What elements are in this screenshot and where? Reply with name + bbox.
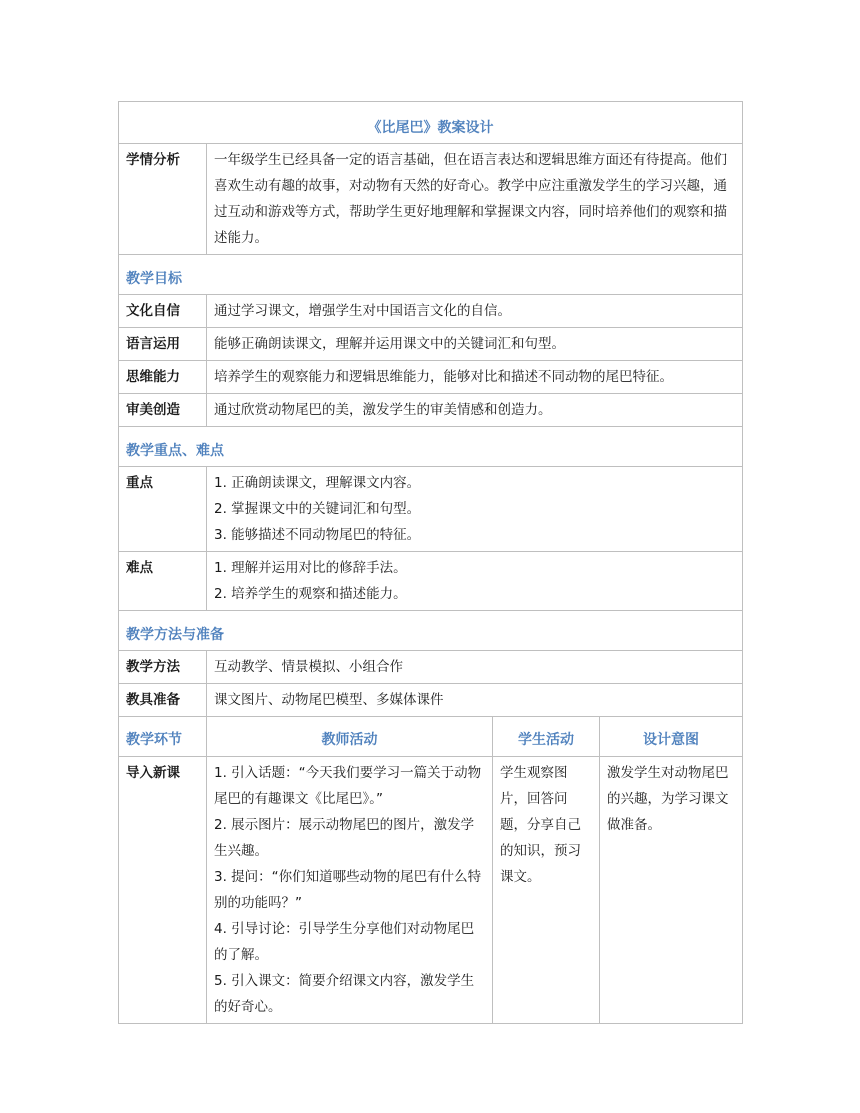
goal-label: 文化自信	[119, 295, 207, 328]
goal-label: 语言运用	[119, 328, 207, 361]
process-stage: 导入新课	[119, 757, 207, 1024]
focus-item: 1. 正确朗读课文，理解课文内容。	[214, 475, 421, 491]
tools-label: 教具准备	[119, 684, 207, 717]
lesson-plan-document	[118, 101, 742, 1024]
teacher-activity-item: 5. 引入课文：简要介绍课文内容，激发学生的好奇心。	[214, 973, 475, 1015]
goal-label: 审美创造	[119, 394, 207, 427]
goals-heading-row	[119, 255, 743, 295]
process-header-student: 学生活动	[493, 717, 600, 757]
difficulty-label: 难点	[119, 552, 207, 611]
goals-heading: 教学目标	[119, 255, 743, 295]
focus-list	[207, 467, 743, 552]
key-points-heading-row	[119, 427, 743, 467]
goal-text: 通过欣赏动物尾巴的美，激发学生的审美情感和创造力。	[207, 394, 743, 427]
teacher-activity-item: 4. 引导讨论：引导学生分享他们对动物尾巴的了解。	[214, 921, 475, 963]
goal-row	[119, 328, 743, 361]
teacher-activity-item: 3. 提问：“你们知道哪些动物的尾巴有什么特别的功能吗？”	[214, 869, 482, 911]
goal-row	[119, 361, 743, 394]
process-header-intent: 设计意图	[600, 717, 743, 757]
difficulty-list	[207, 552, 743, 611]
goal-text: 通过学习课文，增强学生对中国语言文化的自信。	[207, 295, 743, 328]
focus-item: 2. 掌握课文中的关键词汇和句型。	[214, 501, 421, 517]
learning-analysis-row	[119, 144, 743, 255]
title-row	[119, 102, 743, 144]
goal-text: 培养学生的观察能力和逻辑思维能力，能够对比和描述不同动物的尾巴特征。	[207, 361, 743, 394]
method-text: 互动教学、情景模拟、小组合作	[207, 651, 743, 684]
difficulty-item: 2. 培养学生的观察和描述能力。	[214, 586, 407, 602]
methods-heading-row	[119, 611, 743, 651]
process-header-teacher: 教师活动	[207, 717, 493, 757]
lesson-plan-table	[118, 101, 743, 1024]
focus-row	[119, 467, 743, 552]
difficulty-item: 1. 理解并运用对比的修辞手法。	[214, 560, 407, 576]
teacher-activity-item: 1. 引入话题：“今天我们要学习一篇关于动物尾巴的有趣课文《比尾巴》。”	[214, 765, 482, 807]
learning-analysis-label: 学情分析	[119, 144, 207, 255]
student-activity: 学生观察图片，回答问题，分享自己的知识，预习课文。	[493, 757, 600, 1024]
process-row	[119, 757, 743, 1024]
key-points-heading: 教学重点、难点	[119, 427, 743, 467]
goal-text: 能够正确朗读课文，理解并运用课文中的关键词汇和句型。	[207, 328, 743, 361]
method-label: 教学方法	[119, 651, 207, 684]
process-header-row	[119, 717, 743, 757]
process-header-stage: 教学环节	[119, 717, 207, 757]
difficulty-row	[119, 552, 743, 611]
method-row	[119, 651, 743, 684]
methods-heading: 教学方法与准备	[119, 611, 743, 651]
teacher-activity-item: 2. 展示图片：展示动物尾巴的图片，激发学生兴趣。	[214, 817, 475, 859]
tools-row	[119, 684, 743, 717]
goal-row	[119, 295, 743, 328]
teacher-activity-list	[207, 757, 493, 1024]
focus-label: 重点	[119, 467, 207, 552]
learning-analysis-text: 一年级学生已经具备一定的语言基础，但在语言表达和逻辑思维方面还有待提高。他们喜欢生动有趣的故事，对动物有天然的好奇心。教学中应注重激发学生的学习兴趣，通过互动和游戏等方式，帮助学生更好地理解和掌握课文内容，同时培养他们的观察和描述能力。	[207, 144, 743, 255]
goal-row	[119, 394, 743, 427]
document-title: 《比尾巴》教案设计	[119, 102, 743, 144]
goal-label: 思维能力	[119, 361, 207, 394]
focus-item: 3. 能够描述不同动物尾巴的特征。	[214, 527, 421, 543]
design-intent: 激发学生对动物尾巴的兴趣，为学习课文做准备。	[600, 757, 743, 1024]
tools-text: 课文图片、动物尾巴模型、多媒体课件	[207, 684, 743, 717]
